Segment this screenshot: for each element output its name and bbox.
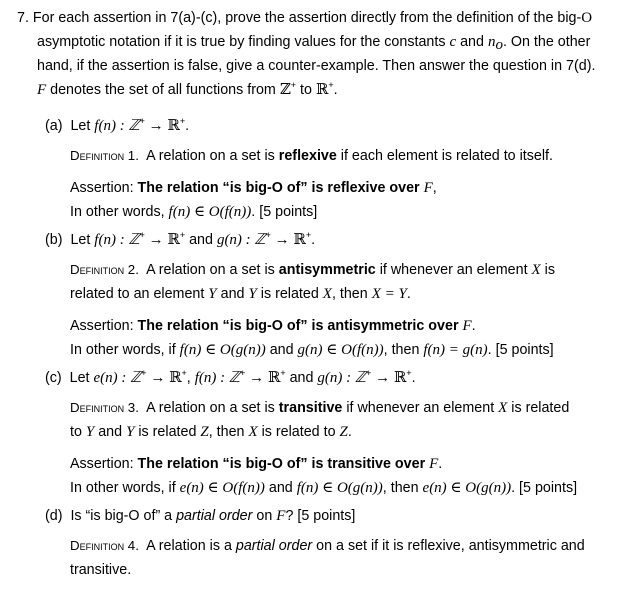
problem-line-4: F denotes the set of all functions from ℤ+ to ℝ+. bbox=[37, 80, 338, 98]
assertion-b: Assertion: The relation “is big-O of” is antisymmetric over F. bbox=[70, 318, 476, 334]
definition-4-line-2: transitive. bbox=[70, 562, 132, 578]
definition-label: Definition 1. bbox=[70, 148, 139, 163]
definition-label: Definition 3. bbox=[70, 400, 139, 415]
definition-label: Definition 2. bbox=[70, 262, 139, 277]
assertion-b-restated: In other words, if f(n) ∈ O(g(n)) and g(n) ∈ O(f(n)), then f(n) = g(n). [5 points] bbox=[70, 342, 554, 358]
part-d-header: (d) Is “is big-O of” a partial order on F? [5 points] bbox=[45, 508, 356, 524]
part-a-header: (a) Let f(n) : ℤ+ → ℝ+. bbox=[45, 116, 190, 134]
definition-2: Definition 2. A relation on a set is antisymmetric if whenever an element X is bbox=[70, 262, 555, 278]
problem-line-3: hand, if the assertion is false, give a counter-example. Then answer the question in 7(d). bbox=[37, 58, 596, 74]
assertion-a: Assertion: The relation “is big-O of” is reflexive over F, bbox=[70, 180, 437, 196]
assertion-c-restated: In other words, if e(n) ∈ O(f(n)) and f(n) ∈ O(g(n)), then e(n) ∈ O(g(n)). [5 points] bbox=[70, 480, 578, 496]
definition-4: Definition 4. A relation is a partial order on a set if it is reflexive, antisymmetric and bbox=[70, 538, 585, 554]
definition-3: Definition 3. A relation on a set is transitive if whenever an element X is related bbox=[70, 400, 570, 416]
assertion-c: Assertion: The relation “is big-O of” is transitive over F. bbox=[70, 456, 443, 472]
assertion-a-restated: In other words, f(n) ∈ O(f(n)). [5 points] bbox=[70, 204, 318, 220]
definition-1: Definition 1. A relation on a set is reflexive if each element is related to itself. bbox=[70, 148, 553, 164]
problem-line-1: 7. For each assertion in 7(a)-(c), prove the assertion directly from the definition of the big-O bbox=[17, 10, 593, 26]
problem-line-2: asymptotic notation if it is true by finding values for the constants c and $n_o$. On the other bbox=[37, 34, 591, 53]
problem-number: 7. bbox=[17, 10, 29, 26]
definition-2-line-2: related to an element Y and Y is related X, then X = Y. bbox=[70, 286, 411, 302]
definition-3-line-2: to Y and Y is related Z, then X is related to Z. bbox=[70, 424, 352, 440]
definition-label: Definition 4. bbox=[70, 538, 139, 553]
part-b-header: (b) Let f(n) : ℤ+ → ℝ+ and g(n) : ℤ+ → ℝ+. bbox=[45, 230, 316, 248]
part-c-header: (c) Let e(n) : ℤ+ → ℝ+, f(n) : ℤ+ → ℝ+ and g(n) : ℤ+ → ℝ+. bbox=[45, 368, 416, 386]
